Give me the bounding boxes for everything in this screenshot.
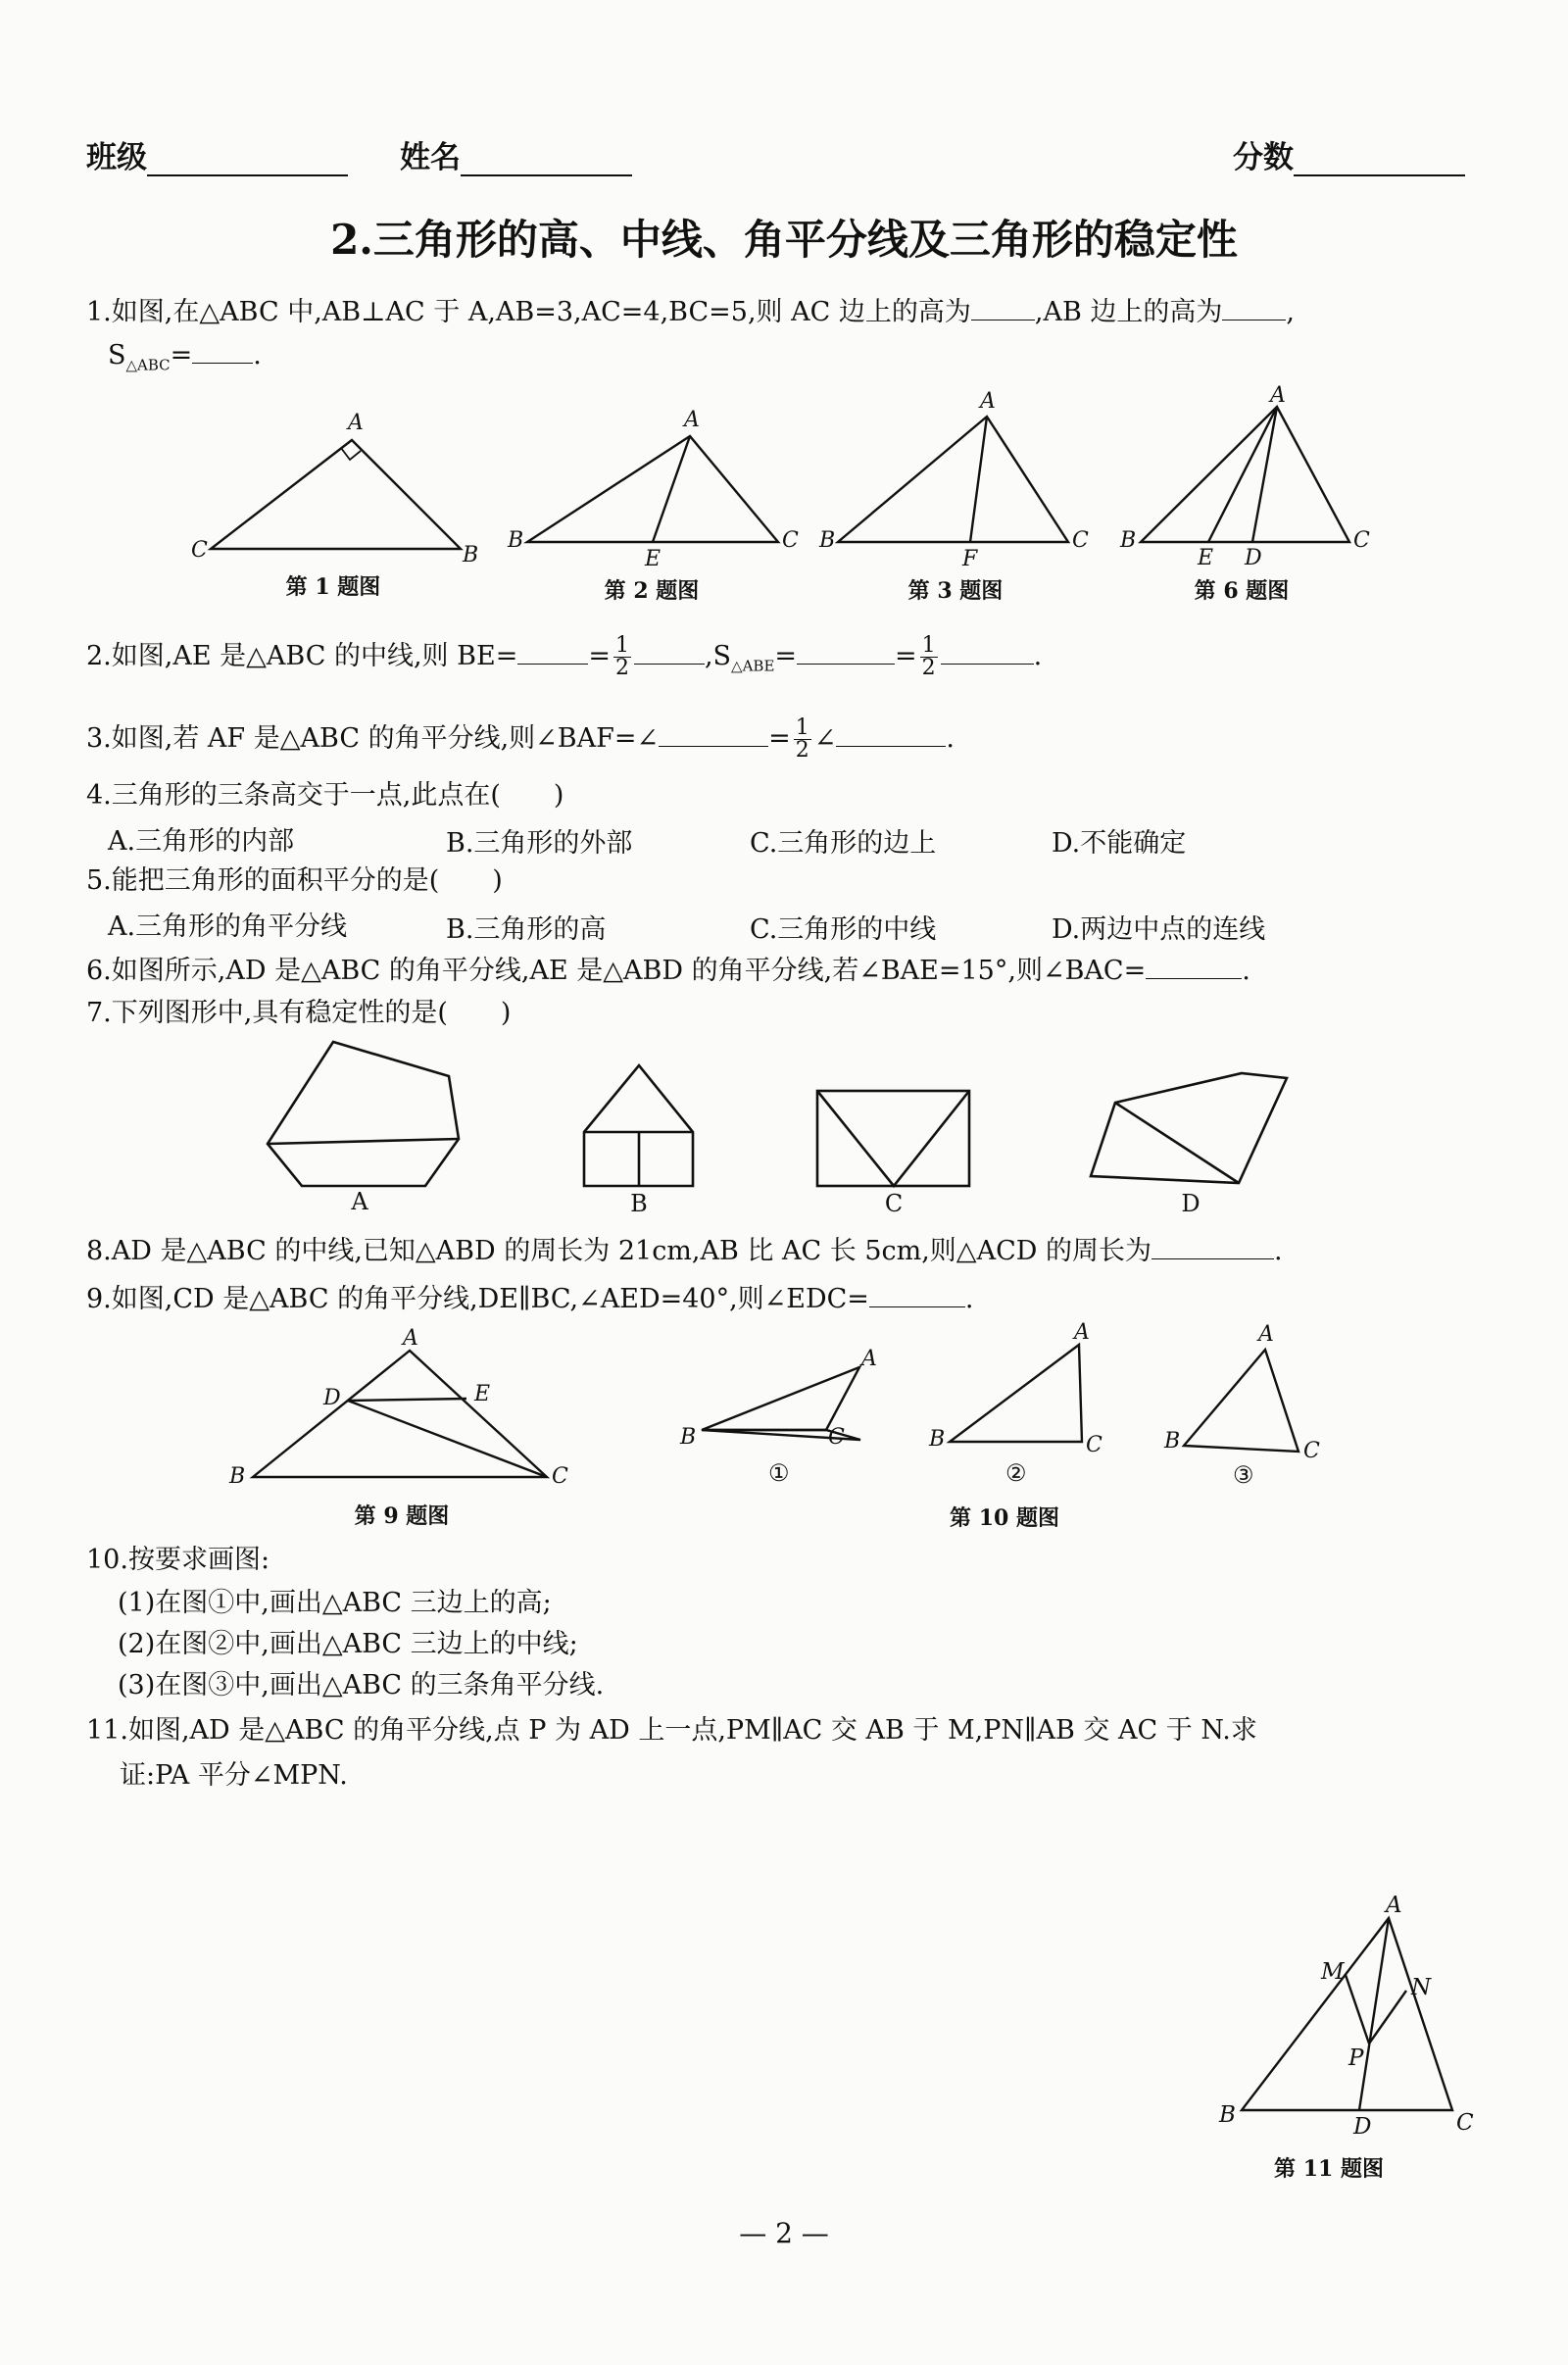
- fig2-label-c: C: [782, 528, 799, 553]
- figure-10-3: [1163, 1322, 1320, 1463]
- fig2-median-ae: [653, 436, 690, 542]
- question-3: 3.如图,若 AF 是△ABC 的角平分线,则∠BAF=∠ = $\frac{1}{2}$ ∠ .: [86, 715, 955, 763]
- name-label: 姓名: [400, 140, 461, 175]
- q7-shape-c: [817, 1091, 969, 1186]
- fig11-caption: 第 11 题图: [1274, 2156, 1384, 2182]
- fig3-label-c: C: [1072, 528, 1089, 553]
- question-8: 8.AD 是△ABC 的中线,已知△ABD 的周长为 21cm,AB 比 AC 长 5cm,则△ACD 的周长为 .: [86, 1231, 1283, 1271]
- q7-shape-d: [1091, 1073, 1287, 1183]
- q3-fraction: $\frac{1}{2}$: [795, 715, 809, 763]
- fig3-triangle: [838, 417, 1068, 542]
- fig9-label-e: E: [474, 1382, 491, 1406]
- fig1-triangle: [211, 440, 461, 549]
- fig10-2-triangle: [950, 1345, 1082, 1442]
- fig11-label-c: C: [1456, 2110, 1474, 2136]
- fig9-label-b: B: [229, 1464, 246, 1489]
- q5-option-d[interactable]: D.两边中点的连线: [1052, 914, 1266, 945]
- q4-option-c[interactable]: C.三角形的边上: [750, 828, 937, 859]
- q2-fraction-1: $\frac{1}{2}$: [614, 633, 629, 680]
- question-2: 2.如图,AE 是△ABC 的中线,则 BE= = $\frac{1}{2}$ $,S_{\triangle ABE}=$ = $\frac{1}{2}$ .: [86, 633, 1043, 680]
- q7-shapes: [0, 1034, 1568, 1215]
- fig6-label-e: E: [1198, 546, 1214, 570]
- figure-6: [1119, 383, 1370, 570]
- q10-item-2: (2)在图②中,画出△ABC 三边上的中线;: [118, 1629, 578, 1659]
- class-blank[interactable]: [147, 147, 348, 176]
- fig9-line-dc: [348, 1401, 547, 1477]
- q1-blank-3[interactable]: [192, 335, 253, 364]
- q7-label-d: D: [1181, 1190, 1200, 1217]
- fig11-label-m: M: [1321, 1959, 1345, 1985]
- q1-blank-2[interactable]: [1222, 292, 1286, 320]
- q4-option-a[interactable]: A.三角形的内部: [108, 826, 295, 857]
- q2-blank-1[interactable]: [517, 636, 588, 665]
- fig3-label-a: A: [980, 389, 996, 414]
- q8-blank[interactable]: [1152, 1231, 1274, 1259]
- q7-label-c: C: [884, 1190, 904, 1217]
- question-7: 7.下列图形中,具有稳定性的是( ): [86, 998, 512, 1028]
- fig10-1-label-b: B: [680, 1425, 697, 1450]
- question-1: 1.如图,在△ABC 中,AB⊥AC 于 A,AB=3,AC=4,BC=5,则 AC 边上的高为 ,AB 边上的高为 ,: [86, 292, 1295, 332]
- fig10-1-triangle-full: [702, 1367, 859, 1430]
- question-11: 11.如图,AD 是△ABC 的角平分线,点 P 为 AD 上一点,PM∥AC 交 AB 于 M,PN∥AB 交 AC 于 N.求: [86, 1715, 1257, 1746]
- q1-blank-1[interactable]: [971, 292, 1035, 320]
- fig1-label-c: C: [191, 538, 208, 563]
- score-blank[interactable]: [1294, 147, 1465, 176]
- fig10-2-label-a: A: [1074, 1320, 1090, 1345]
- fig10-circle-3: ③: [1233, 1461, 1254, 1489]
- fig10-3-triangle: [1184, 1350, 1298, 1452]
- q6-blank[interactable]: [1146, 951, 1242, 979]
- fig9-line-de: [348, 1399, 466, 1401]
- figure-9: [228, 1326, 568, 1489]
- fig10-3-label-b: B: [1164, 1429, 1181, 1453]
- fig1-label-b: B: [463, 543, 479, 567]
- fig9-label-a: A: [403, 1326, 418, 1351]
- fig9-caption: 第 9 题图: [354, 1503, 450, 1529]
- figure-11: [1205, 1893, 1539, 2140]
- fig10-3-label-c: C: [1303, 1439, 1320, 1463]
- q7-label-a: A: [351, 1188, 368, 1215]
- question-10: 10.按要求画图:: [86, 1545, 270, 1575]
- question-5: 5.能把三角形的面积平分的是( ): [86, 865, 503, 896]
- fig10-1-label-a: A: [861, 1347, 877, 1371]
- fig9-label-d: D: [323, 1386, 341, 1410]
- fig6-triangle: [1141, 407, 1349, 542]
- fig6-label-c: C: [1353, 528, 1370, 553]
- name-field: [400, 132, 632, 176]
- figures-row-2: [0, 1318, 1568, 1490]
- question-11-line2: 证:PA 平分∠MPN.: [120, 1760, 348, 1791]
- score-label: 分数: [1233, 140, 1294, 175]
- question-1-line2: $S_{\triangle ABC}=$ .: [108, 335, 262, 384]
- q7-label-b: B: [630, 1190, 648, 1217]
- fig10-circle-2: ②: [1005, 1459, 1027, 1487]
- fig6-label-a: A: [1270, 383, 1286, 408]
- fig11-label-n: N: [1411, 1975, 1432, 2000]
- q5-option-b[interactable]: B.三角形的高: [446, 914, 607, 945]
- score-field: [1233, 132, 1465, 176]
- fig10-caption: 第 10 题图: [950, 1505, 1059, 1531]
- q4-option-d[interactable]: D.不能确定: [1052, 828, 1187, 859]
- question-4: 4.三角形的三条高交于一点,此点在( ): [86, 780, 564, 811]
- fig10-2-label-c: C: [1086, 1433, 1102, 1457]
- fig1-right-angle-mark: [341, 448, 361, 460]
- figure-10-1: [679, 1347, 877, 1450]
- fig11-label-b: B: [1219, 2102, 1236, 2128]
- q7-shape-b: [584, 1065, 693, 1186]
- q9-blank[interactable]: [869, 1279, 965, 1307]
- fig11-line-ad: [1359, 1918, 1389, 2110]
- fig2-label-b: B: [508, 528, 524, 553]
- fig6-label-b: B: [1120, 528, 1137, 553]
- fig3-label-b: B: [819, 528, 836, 553]
- page-title: 2.三角形的高、中线、角平分线及三角形的稳定性: [330, 216, 1238, 264]
- fig2-label-e: E: [645, 547, 662, 571]
- question-6: 6.如图所示,AD 是△ABC 的角平分线,AE 是△ABD 的角平分线,若∠BAE=15°,则∠BAC= .: [86, 951, 1250, 991]
- name-blank[interactable]: [461, 147, 632, 176]
- figure-10-2: [928, 1320, 1102, 1457]
- q2-blank-3[interactable]: [797, 636, 895, 665]
- fig2-label-a: A: [684, 408, 700, 432]
- fig3-bisector-af: [970, 417, 987, 542]
- fig9-triangle: [253, 1351, 547, 1477]
- q3-blank-1[interactable]: [659, 718, 768, 747]
- fig1-caption: 第 1 题图: [285, 574, 381, 600]
- question-9: 9.如图,CD 是△ABC 的角平分线,DE∥BC,∠AED=40°,则∠EDC= .: [86, 1279, 974, 1319]
- figure-3: [818, 389, 1089, 571]
- q2-blank-2[interactable]: [634, 636, 705, 665]
- fig11-label-p: P: [1348, 2045, 1364, 2071]
- fig11-triangle: [1242, 1918, 1452, 2110]
- q10-item-1: (1)在图①中,画出△ABC 三边上的高;: [118, 1588, 552, 1618]
- fig3-label-f: F: [962, 547, 978, 571]
- page-number: — 2 —: [739, 2217, 829, 2249]
- fig6-caption: 第 6 题图: [1194, 578, 1290, 604]
- class-field: [86, 132, 348, 176]
- fig2-triangle: [527, 436, 778, 542]
- figure-1: [191, 411, 478, 567]
- fig10-1-label-c: C: [828, 1425, 845, 1450]
- fig6-label-d: D: [1245, 546, 1262, 570]
- fig9-label-c: C: [552, 1464, 568, 1489]
- q10-item-3: (3)在图③中,画出△ABC 的三条角平分线.: [118, 1670, 605, 1700]
- class-label: 班级: [86, 140, 147, 175]
- q5-option-a[interactable]: A.三角形的角平分线: [108, 912, 348, 942]
- figure-2: [507, 408, 799, 571]
- fig11-label-a: A: [1386, 1893, 1402, 1918]
- fig2-caption: 第 2 题图: [604, 578, 700, 604]
- q5-option-c[interactable]: C.三角形的中线: [750, 914, 937, 945]
- fig10-circle-1: ①: [768, 1459, 790, 1487]
- q4-option-b[interactable]: B.三角形的外部: [446, 828, 633, 859]
- fig6-line-ae: [1208, 407, 1277, 542]
- q7-shape-a: [268, 1042, 459, 1186]
- fig3-caption: 第 3 题图: [907, 578, 1004, 604]
- fig11-line-pm: [1346, 1975, 1369, 2044]
- q2-blank-4[interactable]: [941, 636, 1034, 665]
- fig1-label-a: A: [348, 411, 364, 435]
- fig10-2-label-b: B: [929, 1427, 946, 1452]
- figures-row-1: [0, 383, 1568, 608]
- fig10-3-label-a: A: [1258, 1322, 1274, 1347]
- q2-fraction-2: $\frac{1}{2}$: [921, 633, 936, 680]
- fig11-label-d: D: [1353, 2114, 1372, 2140]
- q3-blank-2[interactable]: [836, 718, 946, 747]
